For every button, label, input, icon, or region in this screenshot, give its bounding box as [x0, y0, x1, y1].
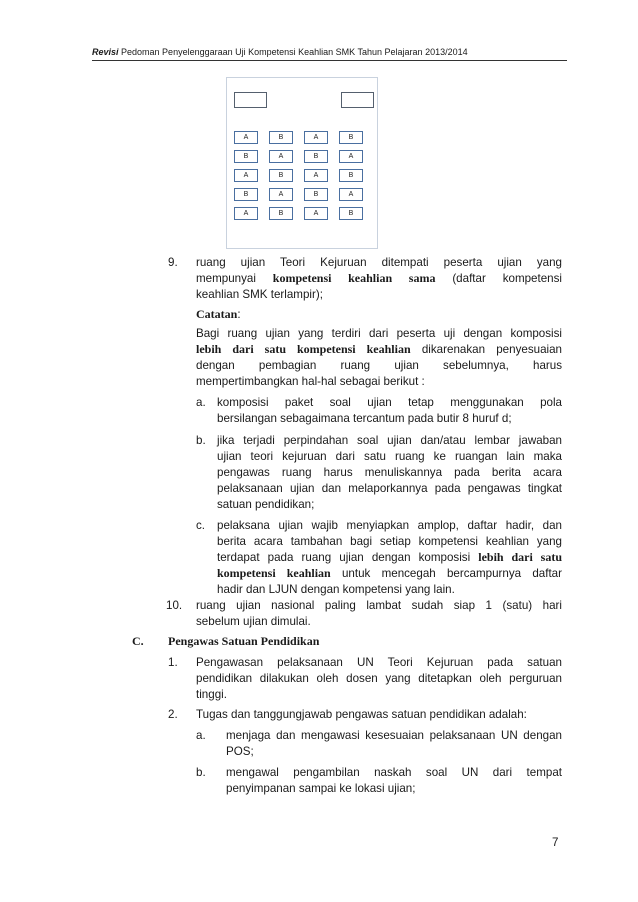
note-line3: dengan pembagian ruang ujian sebelumnya, harus [196, 359, 562, 372]
sub-a-line1: komposisi paket soal ujian tetap menggunakan pola [217, 396, 562, 409]
seat-cell: B [339, 169, 363, 182]
seat-cell: B [339, 131, 363, 144]
c-sub-a-line2: POS; [226, 745, 254, 758]
seat-cell: A [234, 207, 258, 220]
c-item2-line1: Tugas dan tanggungjawab pengawas satuan pendidikan adalah: [196, 708, 527, 721]
sub-b-line1: jika terjadi perpindahan soal ujian dan/atau lembar jawaban [217, 434, 562, 447]
sub-b-line4: pelaksanaan ujian dan melaporkannya pada pengawas tingkat [217, 482, 562, 495]
item-10-line1: ruang ujian nasional paling lambat sudah siap 1 (satu) hari [196, 599, 562, 612]
page-number: 7 [552, 836, 559, 849]
seat-cell: B [339, 207, 363, 220]
note-line2 [196, 342, 562, 358]
catatan-label [196, 307, 562, 323]
seat-cell: B [269, 131, 293, 144]
sub-c-line2: berita acara tambahan bagi setiap kompetensi keahlian yang [217, 535, 562, 548]
c-item1-number: 1. [168, 656, 178, 669]
c-sub-b-line2: penyimpanan sampai ke lokasi ujian; [226, 782, 416, 795]
running-header [92, 47, 567, 61]
seat-cell: B [304, 188, 328, 201]
c-sub-a-line1: menjaga dan mengawasi kesesuaian pelaksanaan UN dengan [226, 729, 562, 742]
seat-cell: A [339, 150, 363, 163]
item-9-number: 9. [168, 256, 178, 269]
c-item1-line2: pendidikan dilakukan oleh dosen yang ditetapkan oleh perguruan [196, 672, 562, 685]
catatan-colon: : [237, 308, 241, 321]
sub-a-line2: bersilangan sebagaimana tercantum pada butir 8 huruf d; [217, 412, 512, 425]
c-sub-b-line1: mengawal pengambilan naskah soal UN dari tempat [226, 766, 562, 779]
seat-cell: B [234, 188, 258, 201]
section-c-letter: C. [132, 634, 144, 648]
text: untuk mencegah bercampurnya daftar [330, 567, 562, 580]
seat-cell: A [304, 207, 328, 220]
teacher-desk-right [341, 92, 374, 108]
bold-text: kompetensi keahlian [217, 566, 331, 580]
seat-cell: A [304, 131, 328, 144]
sub-b-line5: satuan pendidikan; [217, 498, 315, 511]
note-line1: Bagi ruang ujian yang terdiri dari peserta uji dengan komposisi [196, 327, 562, 340]
sub-c-line1: pelaksana ujian wajib menyiapkan amplop, daftar hadir, dan [217, 519, 562, 532]
note-line4: mempertimbangkan hal-hal sebagai berikut : [196, 375, 425, 388]
catatan-bold: Catatan [196, 307, 238, 321]
sub-c-line4 [217, 566, 562, 582]
c-sub-b-letter: b. [196, 766, 206, 779]
text: dikarenakan penyesuaian [410, 343, 562, 356]
section-c-title: Pengawas Satuan Pendidikan [168, 634, 320, 648]
sub-c-line5: hadir dan LJUN dengan kompetensi yang lain. [217, 583, 455, 596]
text: (daftar kompetensi [435, 272, 562, 285]
c-item2-number: 2. [168, 708, 178, 721]
bold-text: lebih dari satu kompetensi keahlian [196, 342, 411, 356]
item-9-line2 [196, 271, 562, 287]
bold-text: lebih dari satu [478, 550, 562, 564]
sub-c-letter: c. [196, 519, 206, 532]
item-10-line2: sebelum ujian dimulai. [196, 615, 311, 628]
c-item1-line3: tinggi. [196, 688, 227, 701]
seat-cell: A [269, 188, 293, 201]
item-9-line3: keahlian SMK terlampir); [196, 288, 323, 301]
seating-layout-figure [226, 77, 378, 249]
seat-cell: A [339, 188, 363, 201]
text: mempunyai [196, 272, 273, 285]
seat-cell: A [304, 169, 328, 182]
c-sub-a-letter: a. [196, 729, 206, 742]
sub-c-line3 [217, 550, 562, 566]
seat-cell: A [234, 131, 258, 144]
seat-cell: B [269, 207, 293, 220]
teacher-desk-left [234, 92, 267, 108]
sub-b-line3: pengawas ruang harus menuliskannya pada berita acara [217, 466, 562, 479]
sub-a-letter: a. [196, 396, 206, 409]
bold-text: kompetensi keahlian sama [272, 271, 436, 285]
header-revisi: Revisi [92, 47, 119, 57]
item-10-number: 10. [166, 599, 183, 612]
seat-cell: B [269, 169, 293, 182]
text: terdapat pada ruang ujian dengan komposisi [217, 551, 479, 564]
sub-b-letter: b. [196, 434, 206, 447]
seat-cell: A [269, 150, 293, 163]
seat-cell: B [304, 150, 328, 163]
sub-b-line2: ujian teori kejuruan dari satu ruang ke ruangan lain maka [217, 450, 562, 463]
item-9-line1: ruang ujian Teori Kejuruan ditempati peserta ujian yang [196, 256, 562, 269]
seat-cell: B [234, 150, 258, 163]
seat-cell: A [234, 169, 258, 182]
header-title: Pedoman Penyelenggaraan Uji Kompetensi Keahlian SMK Tahun Pelajaran 2013/2014 [118, 47, 468, 57]
c-item1-line1: Pengawasan pelaksanaan UN Teori Kejuruan pada satuan [196, 656, 562, 669]
